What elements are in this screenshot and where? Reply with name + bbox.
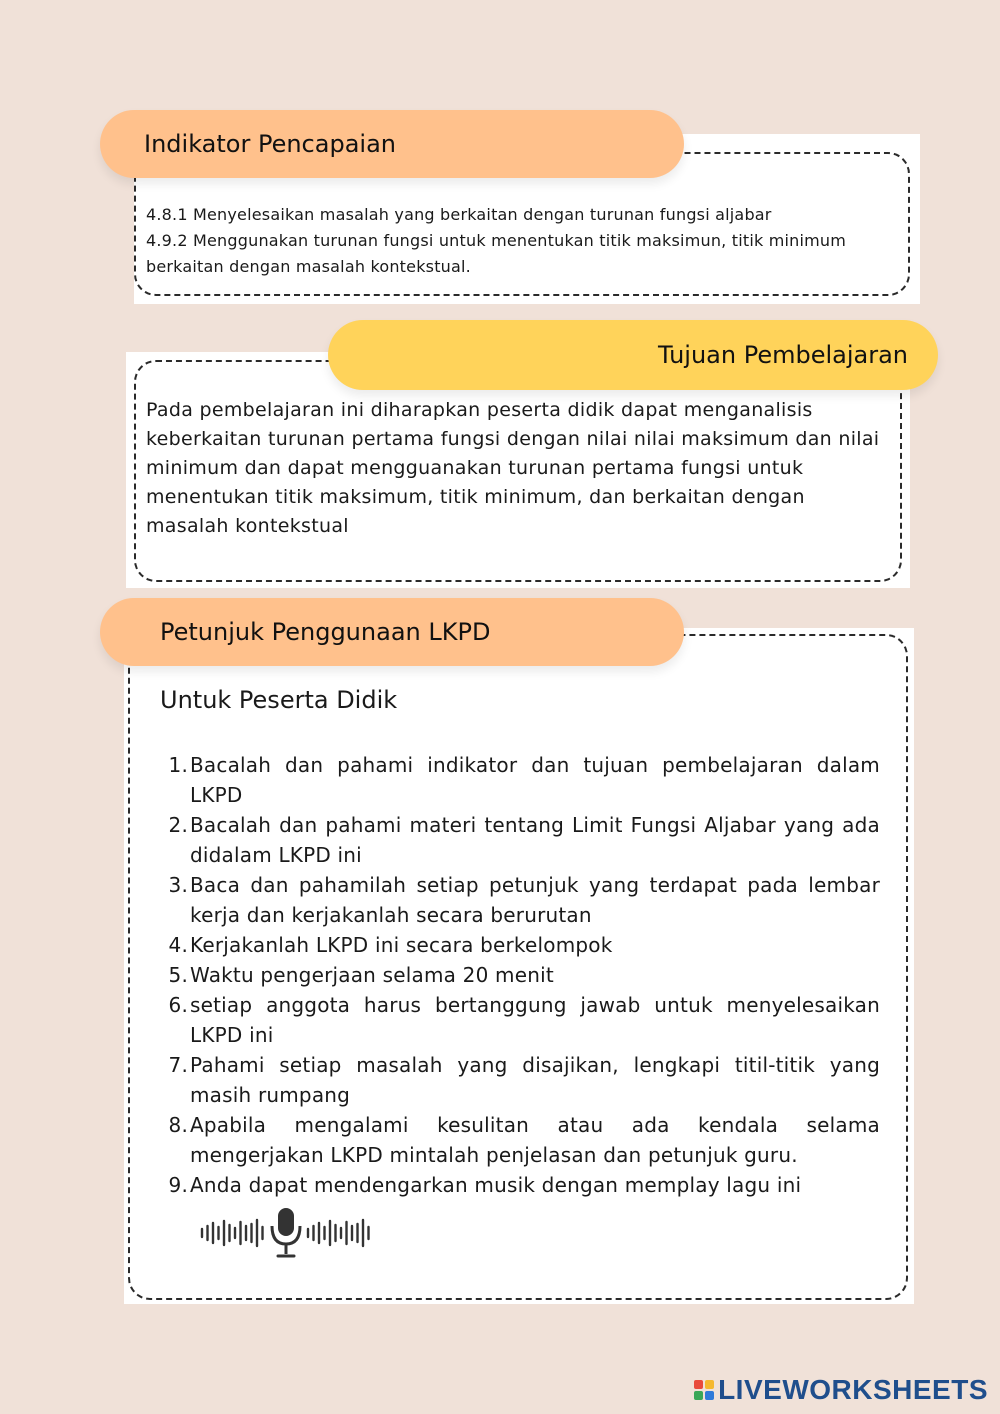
indikator-title: Indikator Pencapaian [144,130,396,158]
step-item: 9. Anda dapat mendengarkan musik dengan memplay lagu ini [168,1173,802,1197]
tujuan-text: Pada pembelajaran ini diharapkan peserta didik dapat menganalisis keberkaitan turunan pertama fungsi dengan nilai nilai maksimum dan nilai minimum dan dapat mengguanakan turunan pertama fungsi untuk menentukan titik maksimum, titik minimum, dan berkaitan dengan masalah kontekstual [146,399,880,537]
step-item: 2. Bacalah dan pahami materi tentang Limit Fungsi Aljabar yang ada didalam LKPD ini [168,813,880,867]
step-item: 1. Bacalah dan pahami indikator dan tujuan pembelajaran dalam LKPD [168,753,880,807]
tujuan-title-pill [328,320,938,390]
indikator-line-1: 4.8.1 Menyelesaikan masalah yang berkaitan dengan turunan fungsi aljabar [146,205,772,224]
steps-list [160,750,880,1200]
step-item: 4. Kerjakanlah LKPD ini secara berkelompok [168,933,613,957]
step-item: 3. Baca dan pahamilah setiap petunjuk yang terdapat pada lembar kerja dan kerjakanlah secara berurutan [168,873,880,927]
brand-name: LIVEWORKSHEETS [718,1374,988,1405]
logo-icon [694,1380,714,1400]
tujuan-title: Tujuan Pembelajaran [658,341,908,369]
microphone-soundwave-icon[interactable] [198,1204,378,1262]
indikator-text [146,202,876,280]
step-item: 6. setiap anggota harus bertanggung jawab untuk menyelesaikan LKPD ini [168,993,880,1047]
audio-player[interactable] [198,1204,378,1262]
petunjuk-subtitle: Untuk Peserta Didik [160,686,398,714]
indikator-title-pill [100,110,684,178]
indikator-line-2: 4.9.2 Menggunakan turunan fungsi untuk menentukan titik maksimun, titik minimum berkaitan dengan masalah kontekstual. [146,231,847,276]
petunjuk-title-pill [100,598,684,666]
step-item: 7. Pahami setiap masalah yang disajikan, lengkapi titil-titik yang masih rumpang [168,1053,880,1107]
step-item: 5. Waktu pengerjaan selama 20 menit [168,963,554,987]
step-item: 8. Apabila mengalami kesulitan atau ada kendala selama mengerjakan LKPD mintalah penjelasan dan petunjuk guru. [168,1113,880,1167]
liveworksheets-logo[interactable] [694,1374,988,1406]
petunjuk-title: Petunjuk Penggunaan LKPD [160,618,491,646]
